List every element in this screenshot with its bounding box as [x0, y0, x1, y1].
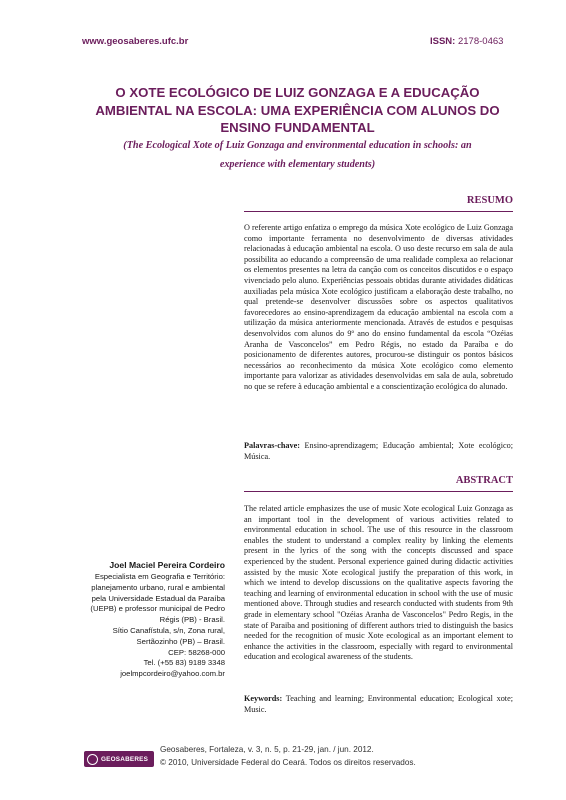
title-line-1: O XOTE ECOLÓGICO DE LUIZ GONZAGA E A EDUCAÇÃO	[115, 85, 480, 100]
author-email[interactable]: joelmpcordeiro@yahoo.com.br	[120, 669, 225, 679]
resumo-keywords-values: Ensino-aprendizagem; Educação ambiental; Xote ecológico; Música.	[244, 441, 513, 461]
author-line: Especialista em Geografia e Território:	[94, 572, 225, 581]
author-phone: Tel. (+55 83) 9189 3348	[143, 658, 225, 668]
resumo-heading: RESUMO	[244, 195, 513, 212]
author-name: Joel Maciel Pereira Cordeiro	[109, 560, 225, 570]
abstract-keywords	[244, 694, 513, 715]
globe-icon	[87, 754, 98, 765]
abstract-heading: ABSTRACT	[244, 475, 513, 492]
article-title	[85, 84, 510, 137]
author-line: planejamento urbano, rural e ambiental	[91, 582, 225, 592]
abstract-keywords-label: Keywords:	[244, 694, 283, 703]
subtitle-line-2: experience with elementary students)	[219, 159, 376, 170]
subtitle-line-1: (The Ecological Xote of Luiz Gonzaga and environmental education in schools: an	[123, 140, 472, 151]
author-line: (UEPB) e professor municipal de Pedro	[90, 604, 225, 614]
abstract-text: The related article emphasizes the use of music Xote ecological Luiz Gonzaga as an important tool in the development of various activities related to environmental education in school. The use of this resource in the classroom enables the student to understand a complex reality by linking the elements present in the lyrics of the song with the concepts discussed and space experienced by the student. Personal experience gained during didactic activities assisted by the music Xote ecological justify the preparation of this work, in which we intend to develop discussions on the qualitative aspects favoring the teaching and learning of environmental education in school with the use of music mentioned above. Through studies and research conducted with students from 9th grade in elementary school "Ozéias Aranha de Vasconcelos" Pedro Regis, in the state of Paraiba and positioning of different authors tried to distinguish the basics needed for the recognition of music Xote ecological as an important element to enhance the activities in the classroom, especially with regard to environmental education and ecological awareness of the students.	[244, 504, 513, 662]
geosaberes-logo	[84, 751, 154, 767]
issn-value: 2178-0463	[455, 36, 504, 47]
author-line: Sertãozinho (PB) – Brasil.	[136, 636, 225, 646]
title-line-2: AMBIENTAL NA ESCOLA: UMA EXPERIÊNCIA COM ALUNOS DO	[95, 102, 500, 118]
resumo-text: O referente artigo enfatiza o emprego da música Xote ecológico de Luiz Gonzaga como importante ferramenta no desenvolvimento de diversas atividades relacionadas à educação ambiental na escola. O uso deste recurso em sala de aula possibilita ao educando a compreensão de uma realidade complexa ao relacionar os elementos presentes na letra da canção com os conceitos discutidos e o espaço vivenciado pelo aluno. Experiências pessoais obtidas durante atividades didáticas auxiliadas pela música Xote ecológico justificam a elaboração deste trabalho, no qual pretende-se desenvolver discussões sobre os aspectos qualitativos favorecedores ao ensino-aprendizagem da educação ambiental na escola com a utilização da música anteriormente mencionada. Através de estudos e pesquisas desenvolvidos com alunos do 9º ano do ensino fundamental da escola “Ozéias Aranha de Vasconcelos” em Pedro Régis, no estado da Paraíba e do posicionamento de diferentes autores, procurou-se distinguir os pontos básicos necessários ao reconhecimento da música Xote ecológico como elemento importante para valorizar as atividades desenvolvidas em sala de aula, sobretudo no que se refere à educação ambiental e a conscientização ecológica do alunado.	[244, 223, 513, 391]
issn	[430, 36, 503, 47]
footer-line-1: Geosaberes, Fortaleza, v. 3, n. 5, p. 21-29, jan. / jun. 2012.	[160, 745, 374, 754]
author-info	[85, 559, 225, 680]
journal-website[interactable]: www.geosaberes.ufc.br	[82, 36, 189, 47]
article-subtitle	[85, 136, 510, 174]
author-line: pela Universidade Estadual da Paraíba	[91, 593, 225, 603]
logo-text: GEOSABERES	[101, 755, 149, 763]
author-line: CEP: 58268-000	[168, 647, 225, 657]
title-line-3: ENSINO FUNDAMENTAL	[220, 120, 375, 135]
resumo-keywords	[244, 441, 513, 462]
author-line: Régis (PB) - Brasil.	[159, 615, 225, 625]
abstract-keywords-values: Teaching and learning; Environmental education; Ecological xote; Music.	[244, 694, 513, 714]
issn-label: ISSN:	[430, 36, 456, 47]
footer-citation	[160, 744, 416, 769]
resumo-keywords-label: Palavras-chave:	[244, 441, 300, 450]
author-line: Sítio Canafístula, s/n, Zona rural,	[112, 625, 225, 635]
footer-line-2: © 2010, Universidade Federal do Ceará. Todos os direitos reservados.	[160, 757, 416, 767]
